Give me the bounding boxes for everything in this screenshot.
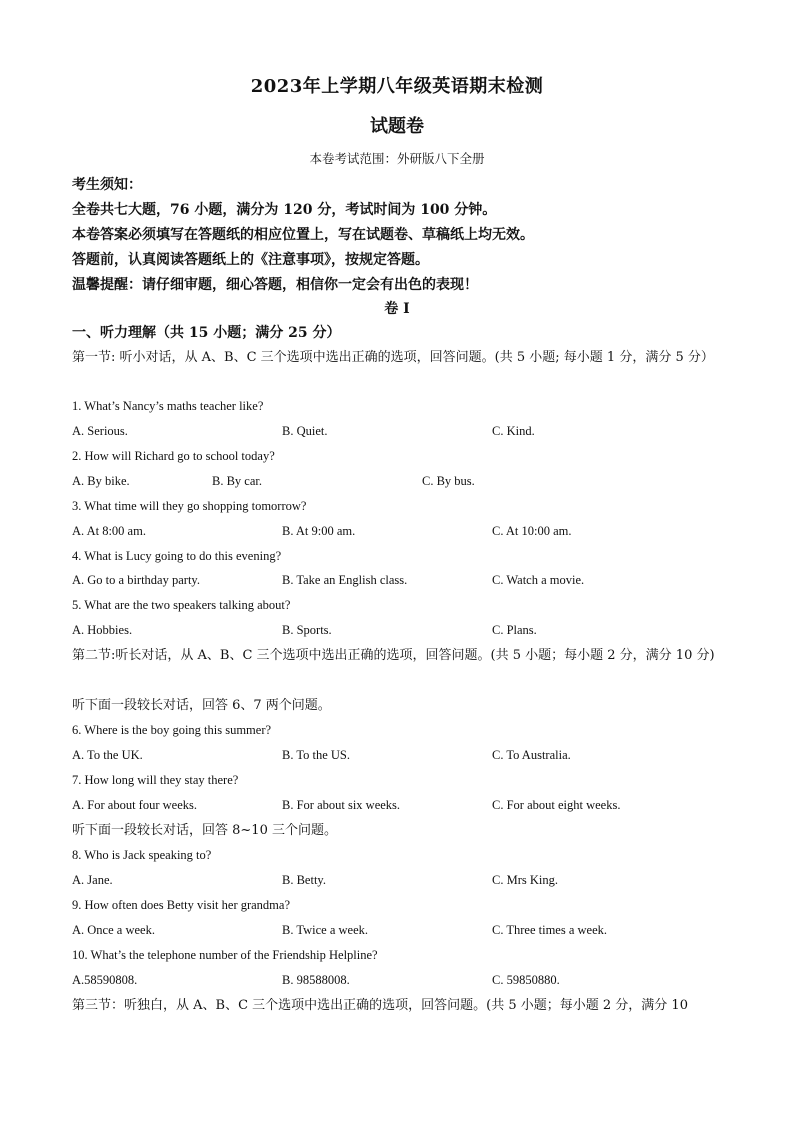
option-b: B. 98588008.: [282, 973, 350, 987]
option-b: B. At 9:00 am.: [282, 524, 356, 538]
question: 7. How long will they stay there?: [72, 773, 239, 787]
notice-line: 答题前，认真阅读答题纸上的《注意事项》，按规定答题。: [72, 252, 429, 268]
question: 10. What’s the telephone number of the Friendship Helpline?: [72, 948, 378, 962]
option-b: B. Quiet.: [282, 424, 328, 438]
option-c: C. 59850880.: [492, 973, 560, 987]
section-title: 一、听力理解（共 15 小题；满分 25 分）: [72, 325, 341, 341]
exam-title: 2023年上学期八年级英语期末检测: [250, 76, 544, 97]
option-b: B. Betty.: [282, 873, 326, 887]
option-b: B. Sports.: [282, 623, 332, 637]
option-c: C. Kind.: [492, 424, 535, 438]
option-a: A. Once a week.: [72, 923, 155, 937]
option-a: A. At 8:00 am.: [72, 524, 146, 538]
exam-subtitle: 试题卷: [370, 116, 424, 137]
part-instruction: 第三节：听独白，从 A、B、C 三个选项中选出正确的选项，回答问题。(共 5 小题；每小题 2 分，满分 10: [72, 998, 688, 1013]
option-c: C. At 10:00 am.: [492, 524, 572, 538]
question: 6. Where is the boy going this summer?: [72, 723, 272, 737]
option-c: C. Plans.: [492, 623, 537, 637]
option-b: B. By car.: [212, 474, 262, 488]
option-c: C. Mrs King.: [492, 873, 558, 887]
option-c: C. Watch a movie.: [492, 573, 585, 587]
option-c: C. To Australia.: [492, 748, 571, 762]
question: 4. What is Lucy going to do this evening?: [72, 549, 282, 563]
notice-line: 温馨提醒：请仔细审题，细心答题，相信你一定会有出色的表现！: [72, 277, 478, 293]
volume-label: 卷 I: [384, 301, 410, 317]
question: 1. What’s Nancy’s maths teacher like?: [72, 399, 264, 413]
exam-scope: 本卷考试范围：外研版八下全册: [309, 151, 485, 166]
notice-heading: 考生须知：: [72, 177, 142, 193]
question: 3. What time will they go shopping tomorrow?: [72, 499, 307, 513]
option-a: A. For about four weeks.: [72, 798, 197, 812]
option-a: A.58590808.: [72, 973, 138, 987]
option-c: C. For about eight weeks.: [492, 798, 621, 812]
listening-note: 听下面一段较长对话，回答 8~10 三个问题。: [72, 823, 337, 838]
option-a: A. Serious.: [72, 424, 128, 438]
option-a: A. Go to a birthday party.: [72, 573, 200, 587]
option-b: B. To the US.: [282, 748, 350, 762]
question: 2. How will Richard go to school today?: [72, 449, 275, 463]
question: 9. How often does Betty visit her grandma?: [72, 898, 291, 912]
question: 5. What are the two speakers talking about?: [72, 598, 291, 612]
option-a: A. By bike.: [72, 474, 130, 488]
part-instruction: 第二节:听长对话，从 A、B、C 三个选项中选出正确的选项，回答问题。(共 5 小题；每小题 2 分，满分 10 分): [72, 648, 715, 663]
notice-line: 本卷答案必须填写在答题纸的相应位置上，写在试题卷、草稿纸上均无效。: [72, 227, 534, 243]
question: 8. Who is Jack speaking to?: [72, 848, 212, 862]
option-b: B. For about six weeks.: [282, 798, 401, 812]
notice-line: 全卷共七大题，76 小题，满分为 120 分，考试时间为 100 分钟。: [72, 202, 497, 218]
option-a: A. Hobbies.: [72, 623, 133, 637]
listening-note: 听下面一段较长对话，回答 6、7 两个问题。: [72, 698, 331, 713]
option-c: C. Three times a week.: [492, 923, 608, 937]
option-a: A. To the UK.: [72, 748, 143, 762]
option-a: A. Jane.: [72, 873, 113, 887]
option-b: B. Twice a week.: [282, 923, 369, 937]
option-b: B. Take an English class.: [282, 573, 408, 587]
option-c: C. By bus.: [422, 474, 475, 488]
part-instruction: 第一节: 听小对话，从 A、B、C 三个选项中选出正确的选项，回答问题。(共 5 小题; 每小题 1 分，满分 5 分）: [72, 350, 714, 365]
